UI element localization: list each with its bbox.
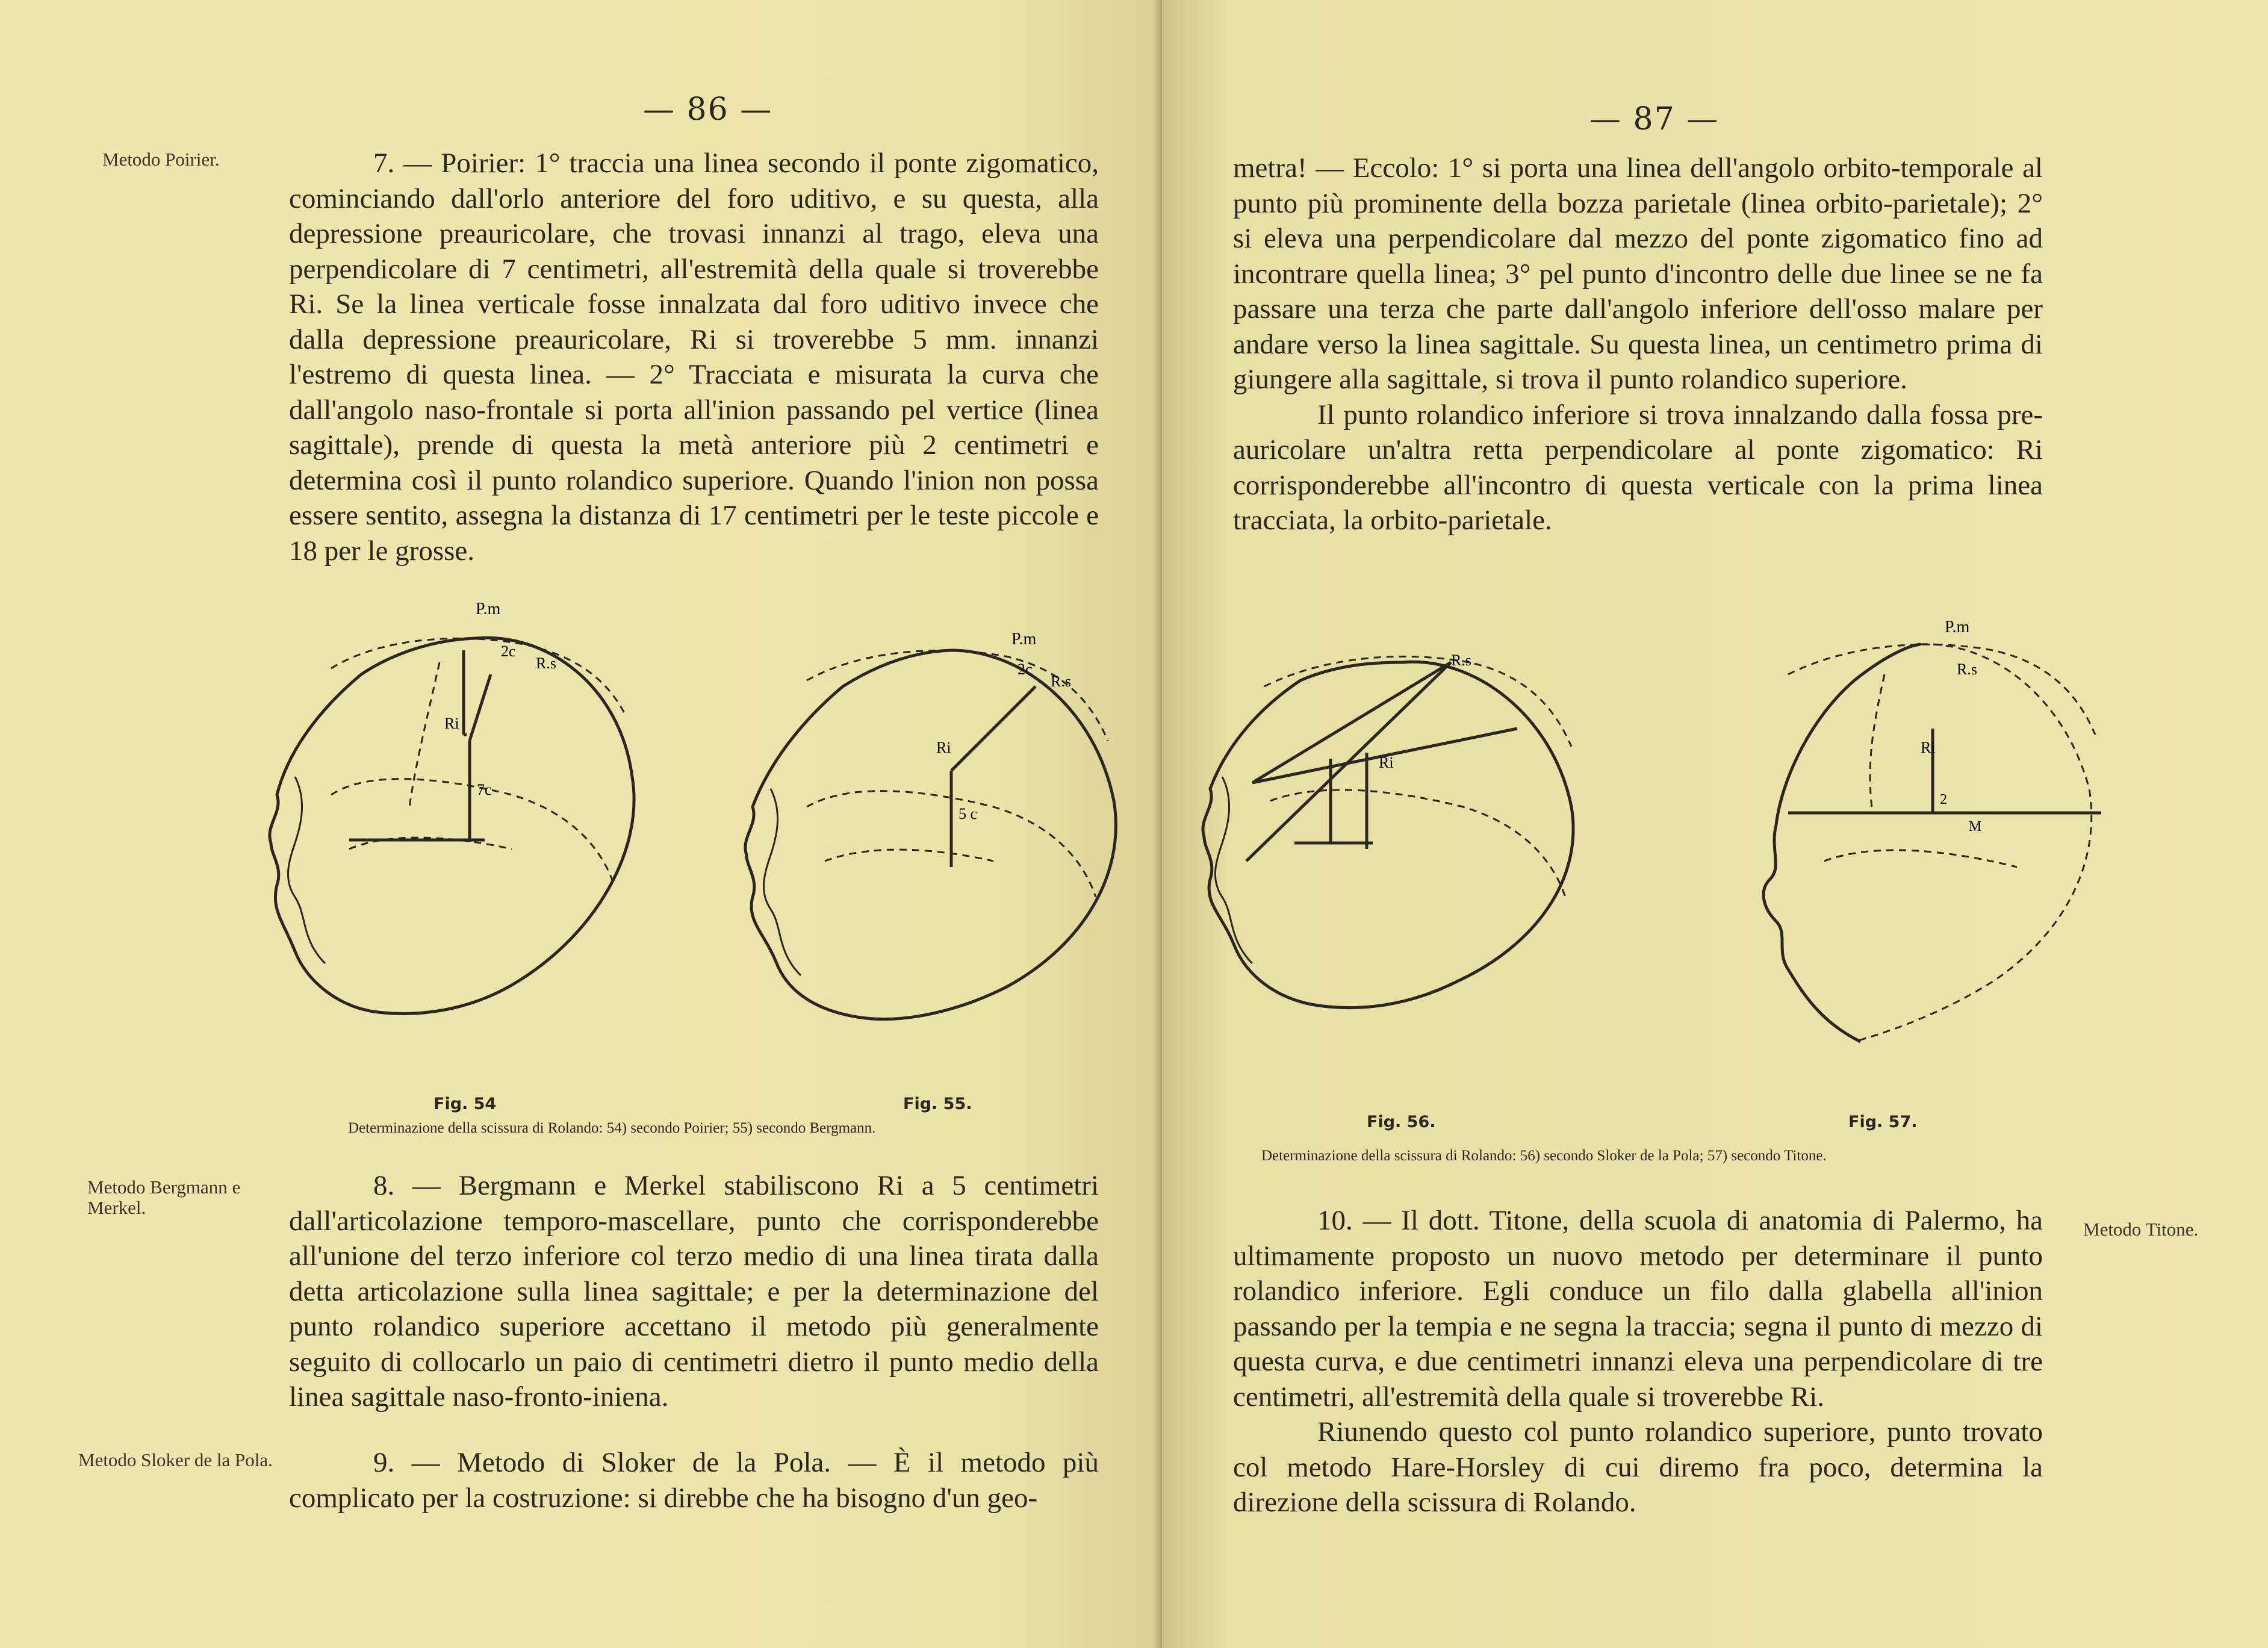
paragraph-sloker-inferior: Il punto rolandico inferiore si trova innalzando dalla fossa pre-auricolare un'altra retta perpendicolare al ponte zigomatico: Ri corrisponderebbe all'incontro di questa verticale con la prima linea tracciata, la orbito-parietale. [1233,399,2043,536]
fig55-label-pm: P.m [1011,630,1037,648]
fig55-label: Fig. 55. [903,1095,972,1113]
section-bergmann [289,1168,1099,1415]
caption-54-55: Determinazione della scissura di Rolando: 54) secondo Poirier; 55) secondo Bergmann. [348,1120,876,1136]
page-number-right: — 87 — [1589,101,1720,137]
fig55-label-ri: Ri [936,739,951,756]
fig54-label: Fig. 54 [433,1095,497,1113]
fig57-sagittal-dashed [1788,644,2095,735]
fig54-label-rs: R.s [536,655,556,672]
fig54-label-pm: P.m [476,600,501,618]
fig56-face-profile [1215,777,1252,963]
margin-note-titone: Metodo Titone. [2083,1219,2199,1240]
fig57-label: Fig. 57. [1848,1113,1918,1131]
fig54-face-profile [288,777,325,963]
fig57-label-rs: R.s [1957,661,1977,678]
fig57-rolando-dashed [1870,674,1884,813]
fig54-skull-outline [270,638,634,1013]
fig57-label-m: M [1969,819,1982,835]
margin-note-bergmann: Metodo Bergmann e Merkel. [87,1177,241,1218]
section-titone [1233,1203,2043,1520]
fig55-label-rs: R.s [1051,673,1071,690]
fig54-brain-outline [331,779,614,885]
fig54-label-2c: 2c [501,642,516,660]
section-sloker-start [289,1445,1099,1516]
fig56-sagittal-dashed [1264,656,1571,747]
fig56-skull-outline [1203,662,1573,1007]
fig54-label-ri: Ri [444,715,459,732]
margin-note-poirier: Metodo Poirier. [102,149,220,170]
paragraph-poirier: 7. — Poirier: 1° traccia una linea secondo il ponte zigomatico, cominciando dall'orlo anteriore del foro uditivo, e su questa, alla depressione preauricolare, che trovasi innanzi al trago, eleva una perpendicolare di 7 centimetri, all'estremità della quale si troverebbe Ri. Se la linea verticale fosse innalzata dal foro uditivo invece che dalla depressione preauricolare, Ri si troverebbe 5 mm. innanzi l'estremo di questa linea. — 2° Tracciata e misurata la curva che dall'angolo naso-frontale si porta all'inion passando pel vertice (linea sagittale), prende di questa la metà anteriore più 2 centimetri e determina così il punto rolandico superiore. Quando l'inion non possa essere sentito, assegna la distanza di 17 centimetri per le teste piccole e 18 per le grosse. [289,148,1099,567]
fig56-malar-line [1246,662,1451,861]
fig56-label: Fig. 56. [1367,1113,1436,1131]
paragraph-sloker-continued: metra! — Eccolo: 1° si porta una linea dell'angolo orbito-temporale al punto più prominente della bozza parietale (linea orbito-parietale); 2° si eleva una perpendicolare dal mezzo del ponte zigomatico fino ad incontrare quella linea; 3° pel punto d'incontro delle due linee se ne fa passare una terza che parte dall'angolo inferiore dell'osso malare per andare verso la linea sagittale. Su questa linea, un centimetro prima di giungere alla sagittale, si trova il punto rolandico superiore. [1233,152,2043,395]
paragraph-bergmann: 8. — Bergmann e Merkel stabiliscono Ri a 5 centimetri dall'articolazione temporo-mascellare, punto che corrisponderebbe all'unione del terzo inferiore col terzo medio di una linea tirata dalla detta articolazione sulla linea sagittale; e per la determinazione del punto rolandico superiore accettano il metodo più generalmente seguito di collocarlo un paio di centimetri dietro il punto medio della linea sagittale naso-fronto-iniena. [289,1170,1099,1413]
paragraph-titone-2: Riunendo questo col punto rolandico superiore, punto trovato col metodo Hare-Horsley di cui diremo fra poco, determina la direzione della scissura di Rolando. [1233,1416,2043,1518]
fig54-label-7c: 7c [477,781,492,798]
paragraph-titone: 10. — Il dott. Titone, della scuola di anatomia di Palermo, ha ultimamente proposto un nuovo metodo per determinare il punto rolandico inferiore. Egli conduce un filo dalla glabella all'inion passando per la tempia e ne segna la traccia; segna il punto di mezzo di questa curva, e due centimetri innanzi eleva una perpendicolare di tre centimetri, all'estremità della quale si troverebbe Ri. [1233,1205,2043,1413]
margin-note-sloker: Metodo Sloker de la Pola. [78,1449,273,1470]
section-poirier [289,146,1099,568]
fig56-label-rs: R.s [1451,651,1471,669]
section-sloker-continued [1233,151,2043,538]
fig55-rolando-lower [951,753,969,771]
fig56-upper-diagonal [1252,662,1451,783]
right-page [1162,0,2268,1648]
page-number-left: — 86 — [643,92,773,128]
fig57-skull-dashed [1854,644,2092,1042]
figure-54-head [259,596,680,1066]
fig57-label-ri: Ri [1921,739,1936,756]
figure-55-head [722,608,1156,1072]
fig55-label-2c: 2c [1017,661,1033,678]
fig57-sylvian-dashed [1824,850,2017,867]
fig57-forehead [1776,644,1921,825]
fig57-face-profile [1763,825,1860,1042]
fig54-rolando-dashed [409,662,440,807]
figure-57-head [1704,608,2137,1102]
fig55-sagittal-dashed [807,650,1108,741]
caption-56-57: Determinazione della scissura di Rolando: 56) secondo Sloker de la Pola; 57) secondo Titone. [1261,1148,1827,1164]
fig55-rolando-line [969,686,1036,753]
paragraph-sloker-start: 9. — Metodo di Sloker de la Pola. — È il metodo più complicato per la costruzione: si direbbe che ha bisogno d'un geo- [289,1447,1099,1514]
figure-56-head [1186,620,1620,1048]
fig55-sylvian-dashed [825,850,993,861]
fig57-label-2: 2 [1940,792,1947,807]
fig55-skull-outline [745,650,1116,1019]
fig54-rolando-line [470,674,491,741]
fig55-label-5c: 5 c [958,805,978,822]
fig57-label-pm: P.m [1945,618,1970,636]
fig56-label-ri: Ri [1379,754,1394,771]
